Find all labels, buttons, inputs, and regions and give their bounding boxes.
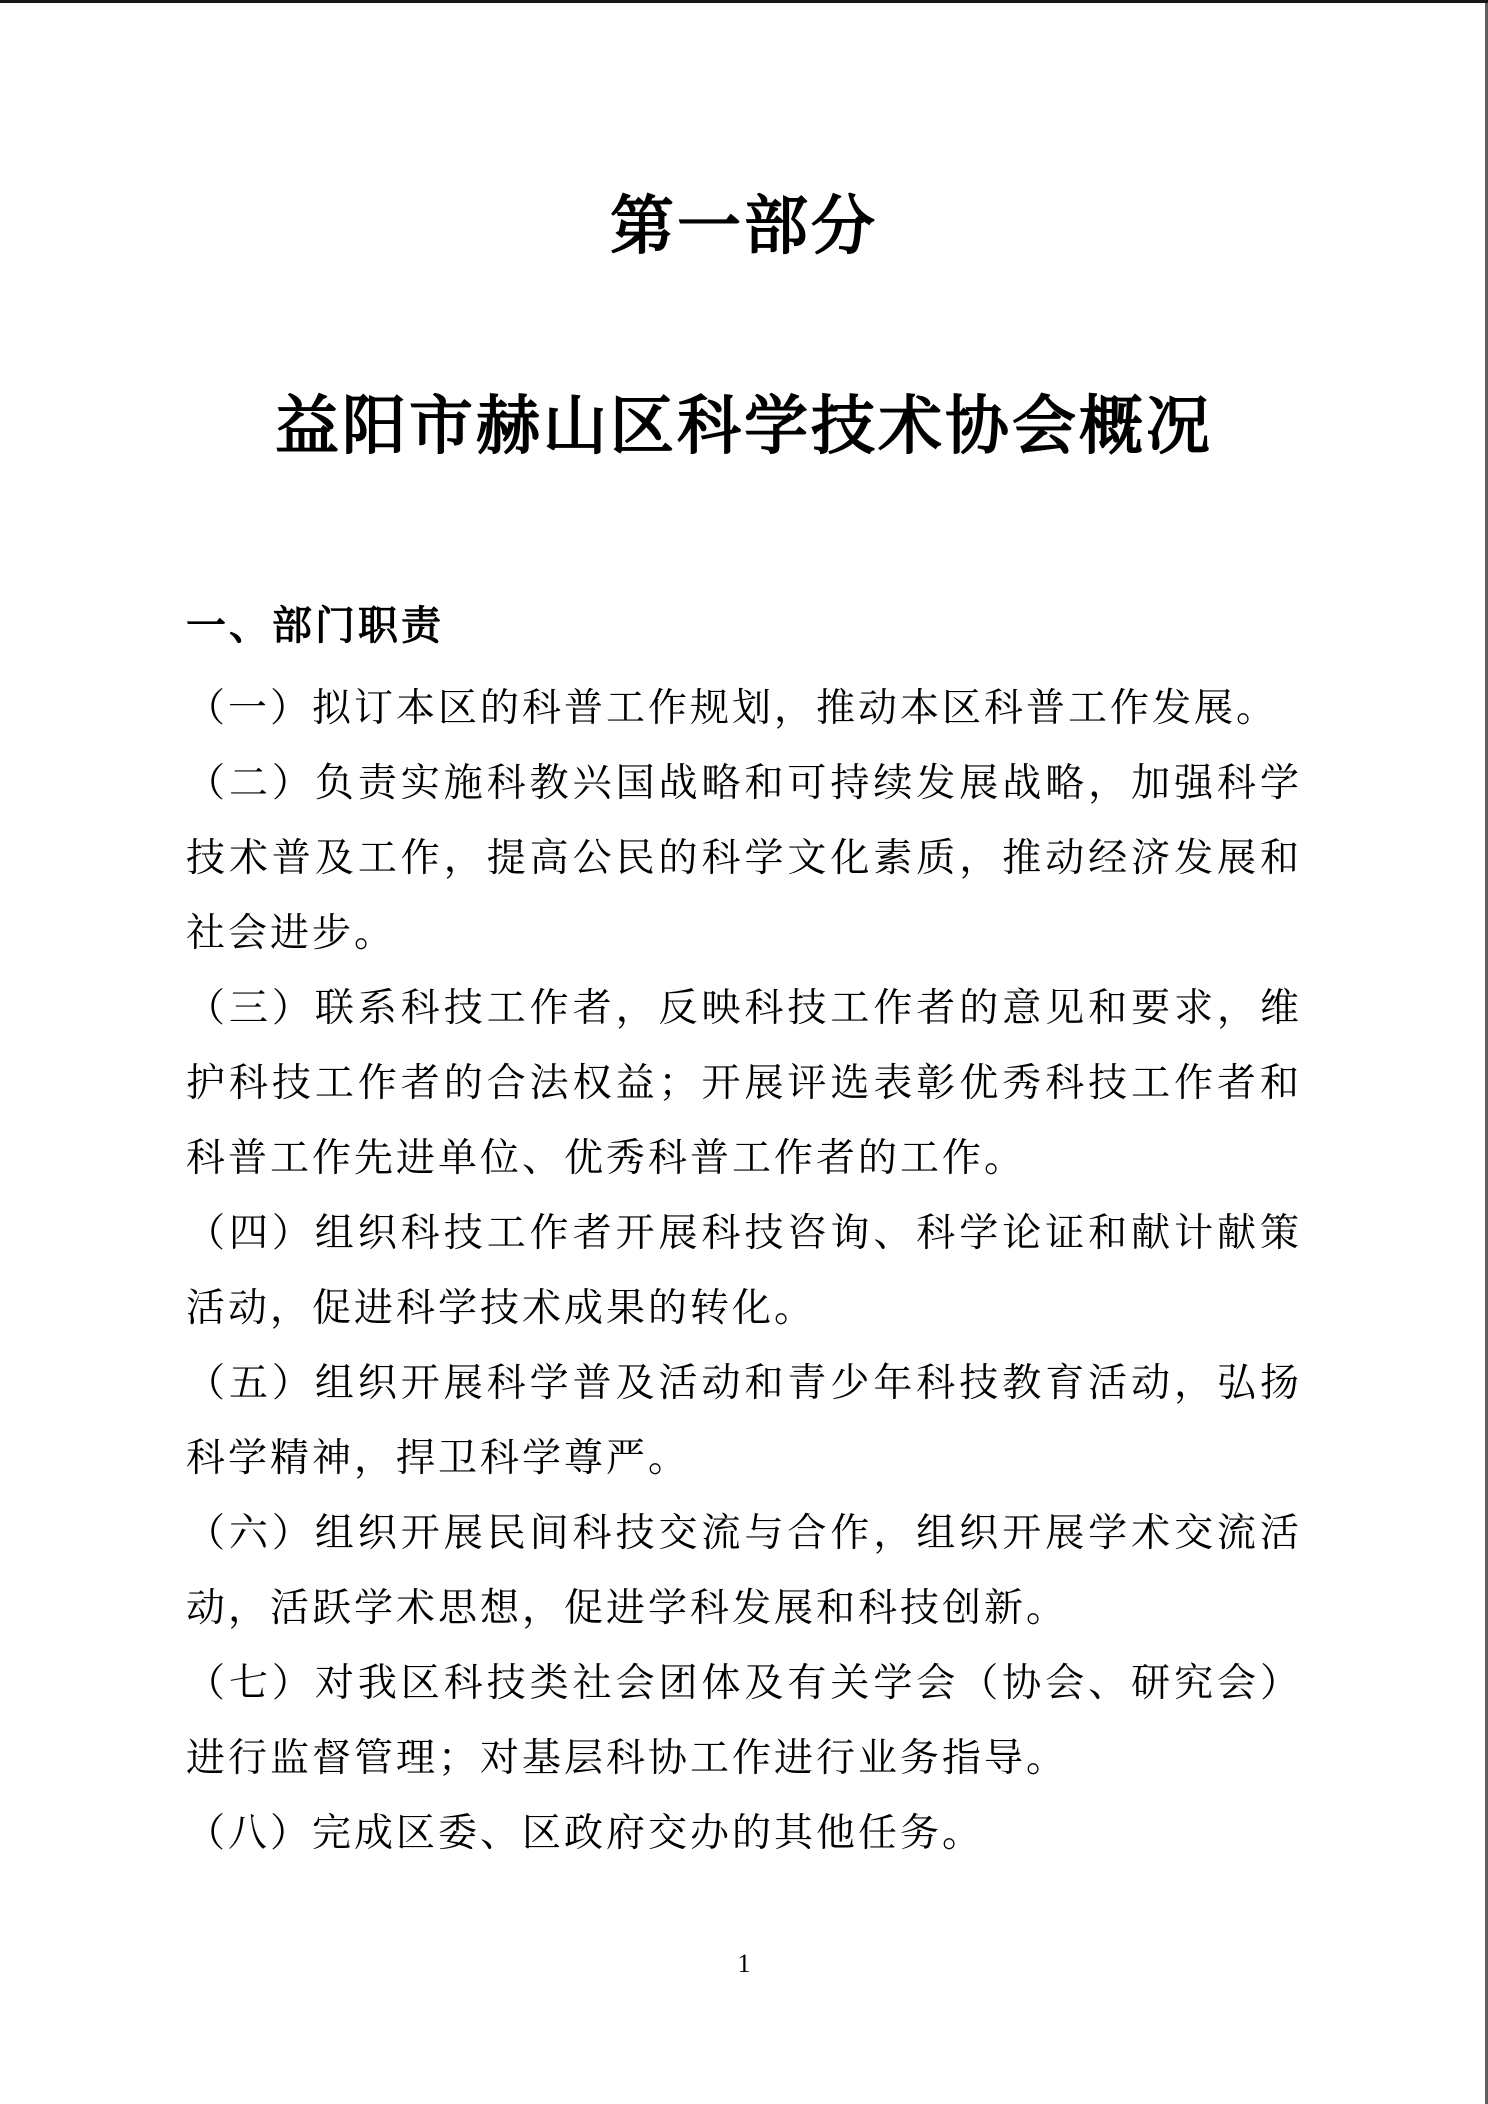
paragraph-3: （三）联系科技工作者，反映科技工作者的意见和要求，维护科技工作者的合法权益；开展评选表彰优秀科技工作者和科普工作先进单位、优秀科普工作者的工作。 xyxy=(186,987,1302,1180)
page-number: 1 xyxy=(737,1949,751,1978)
part-title: 第一部分 xyxy=(610,190,878,262)
section-heading: 一、部门职责 xyxy=(186,604,444,648)
paragraph-1: （一）拟订本区的科普工作规划，推动本区科普工作发展。 xyxy=(186,687,1279,730)
paragraph-4: （四）组织科技工作者开展科技咨询、科学论证和献计献策活动，促进科学技术成果的转化。 xyxy=(186,1212,1302,1330)
paragraph-2: （二）负责实施科教兴国战略和可持续发展战略，加强科学技术普及工作，提高公民的科学文化素质，推动经济发展和社会进步。 xyxy=(186,762,1302,955)
page-top-edge-line xyxy=(0,0,1488,3)
paragraph-7: （七）对我区科技类社会团体及有关学会（协会、研究会）进行监督管理；对基层科协工作进行业务指导。 xyxy=(186,1662,1302,1780)
paragraph-5: （五）组织开展科学普及活动和青少年科技教育活动，弘扬科学精神，捍卫科学尊严。 xyxy=(186,1362,1302,1480)
document-title: 益阳市赫山区科学技术协会概况 xyxy=(275,390,1213,462)
paragraph-6: （六）组织开展民间科技交流与合作，组织开展学术交流活动，活跃学术思想，促进学科发展和科技创新。 xyxy=(186,1512,1302,1630)
body-text xyxy=(186,671,1302,1871)
paragraph-8: （八）完成区委、区政府交办的其他任务。 xyxy=(186,1812,985,1855)
